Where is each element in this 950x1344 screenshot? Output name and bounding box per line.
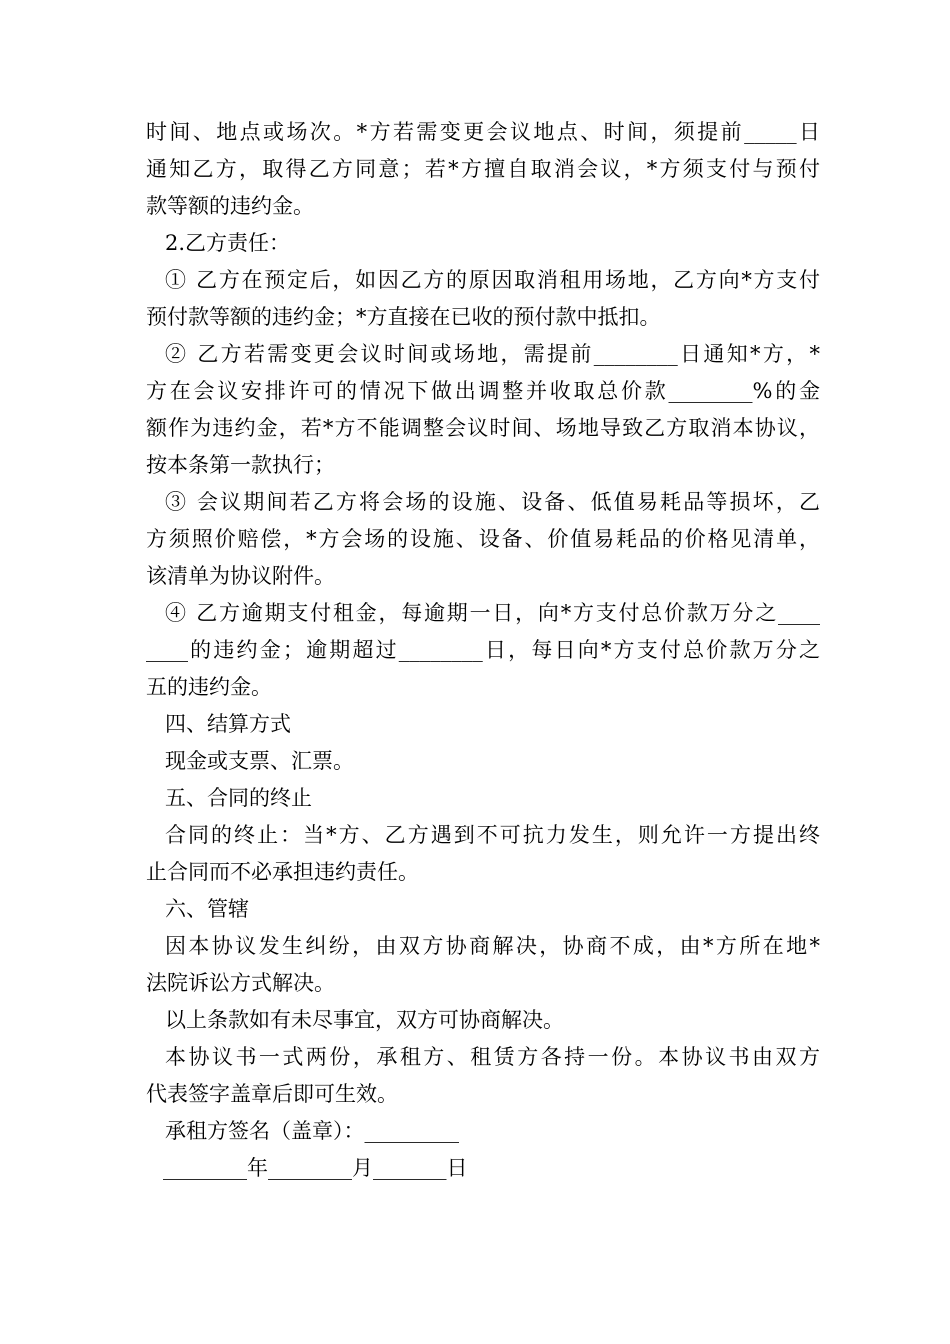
text-line: 时间、地点或场次。*方若需变更会议地点、时间，须提前_____日	[146, 120, 820, 144]
text-line: 法院诉讼方式解决。	[146, 971, 335, 995]
text-line: 现金或支票、汇票。	[165, 749, 354, 773]
text-line: 款等额的违约金。	[146, 194, 314, 218]
signature-line: 承租方签名（盖章）：_________	[165, 1119, 459, 1143]
text-line: 合同的终止：当*方、乙方遇到不可抗力发生，则允许一方提出终	[165, 823, 820, 847]
text-line: 通知乙方，取得乙方同意；若*方擅自取消会议，*方须支付与预付	[146, 157, 820, 181]
document-page	[146, 114, 820, 1187]
text-line: 代表签字盖章后即可生效。	[146, 1082, 398, 1106]
text-line: ① 乙方在预定后，如因乙方的原因取消租用场地，乙方向*方支付	[165, 268, 820, 292]
text-line: 按本条第一款执行；	[146, 453, 335, 477]
text-line: 五的违约金。	[146, 675, 272, 699]
section-heading: 2.乙方责任：	[165, 231, 291, 255]
date-line: ________年________月_______日	[163, 1156, 468, 1180]
text-line: 本协议书一式两份，承租方、租赁方各持一份。本协议书由双方	[165, 1045, 820, 1069]
text-line: ____的违约金；逾期超过________日，每日向*方支付总价款万分之	[146, 638, 820, 662]
text-line: ④ 乙方逾期支付租金，每逾期一日，向*方支付总价款万分之____	[165, 601, 820, 625]
text-line: 因本协议发生纠纷，由双方协商解决，协商不成，由*方所在地*	[165, 934, 820, 958]
section-heading: 五、合同的终止	[165, 786, 312, 810]
text-line: ② 乙方若需变更会议时间或场地，需提前________日通知*方，*	[165, 342, 820, 366]
text-line: 预付款等额的违约金；*方直接在已收的预付款中抵扣。	[146, 305, 661, 329]
text-line: 以上条款如有未尽事宜，双方可协商解决。	[165, 1008, 564, 1032]
section-heading: 六、管辖	[165, 897, 249, 921]
text-line: 方在会议安排许可的情况下做出调整并收取总价款________%的金	[146, 379, 820, 403]
text-line: 该清单为协议附件。	[146, 564, 335, 588]
section-heading: 四、结算方式	[165, 712, 291, 736]
text-line: ③ 会议期间若乙方将会场的设施、设备、低值易耗品等损坏，乙	[165, 490, 820, 514]
text-line: 额作为违约金，若*方不能调整会议时间、场地导致乙方取消本协议，	[146, 416, 820, 440]
text-line: 方须照价赔偿，*方会场的设施、设备、价值易耗品的价格见清单，	[146, 527, 820, 551]
text-line: 止合同而不必承担违约责任。	[146, 860, 419, 884]
